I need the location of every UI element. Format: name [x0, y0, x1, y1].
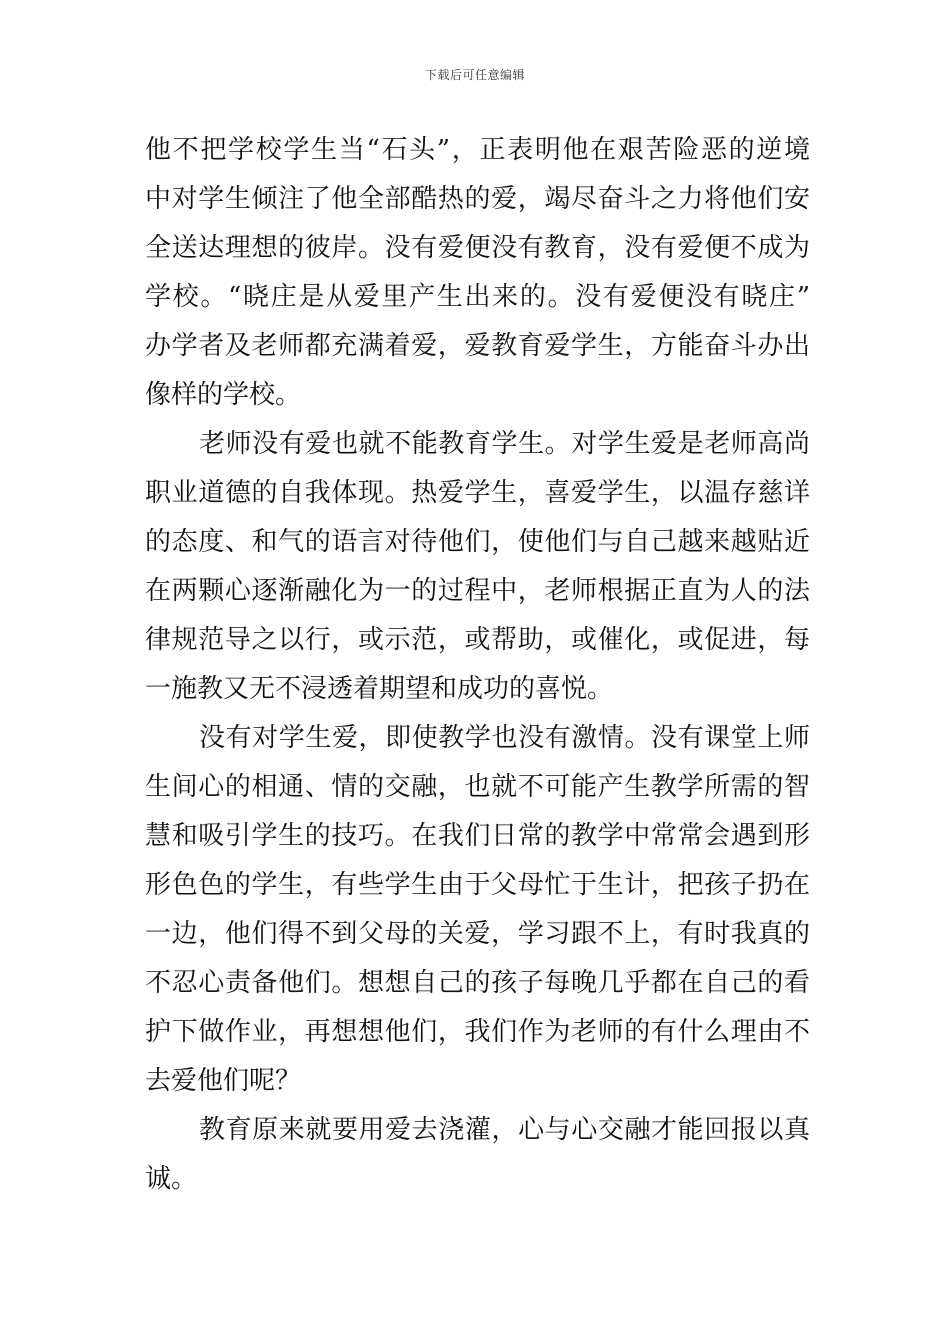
text-line: 他不把学校学生当“石头”，正表明他在艰苦险恶的逆境: [145, 135, 810, 165]
text-line: 中对学生倾注了他全部酷热的爱，竭尽奋斗之力将他们安: [145, 184, 810, 214]
text-line: 不忍心责备他们。想想自己的孩子每晚几乎都在自己的看: [145, 968, 810, 998]
text-line: 慧和吸引学生的技巧。在我们日常的教学中常常会遇到形: [145, 821, 810, 851]
text-line: 全送达理想的彼岸。没有爱便没有教育，没有爱便不成为: [145, 233, 810, 263]
text-line: 老师没有爱也就不能教育学生。对学生爱是老师高尚: [199, 429, 810, 459]
text-line: 办学者及老师都充满着爱，爱教育爱学生，方能奋斗办出: [145, 331, 810, 361]
paragraph-3: [145, 714, 810, 1106]
document-body: [145, 126, 810, 1204]
paragraph-4: [145, 1106, 810, 1204]
text-line: 教育原来就要用爱去浇灌，心与心交融才能回报以真: [199, 1115, 810, 1145]
text-line: 律规范导之以行，或示范，或帮助，或催化，或促进，每: [145, 625, 810, 655]
text-line: 一边，他们得不到父母的关爱，学习跟不上，有时我真的: [145, 919, 810, 949]
text-line: 生间心的相通、情的交融，也就不可能产生教学所需的智: [145, 772, 810, 802]
text-line: 学校。“晓庄是从爱里产生出来的。没有爱便没有晓庄”: [145, 282, 810, 312]
paragraph-2: [145, 420, 810, 714]
text-line: 没有对学生爱，即使教学也没有激情。没有课堂上师: [199, 723, 810, 753]
text-line: 形色色的学生，有些学生由于父母忙于生计，把孩子扔在: [145, 870, 810, 900]
paragraph-1: [145, 126, 810, 420]
text-line: 在两颗心逐渐融化为一的过程中，老师根据正直为人的法: [145, 576, 810, 606]
text-line: 职业道德的自我体现。热爱学生，喜爱学生，以温存慈详: [145, 478, 810, 508]
text-line: 像样的学校。: [145, 380, 302, 410]
text-line: 去爱他们呢？: [145, 1066, 302, 1096]
text-line: 的态度、和气的语言对待他们，使他们与自己越来越贴近: [145, 527, 810, 557]
page-header-note: 下载后可任意编辑: [424, 68, 525, 82]
text-line: 一施教又无不浸透着期望和成功的喜悦。: [145, 674, 614, 704]
text-line: 诚。: [145, 1164, 198, 1194]
text-line: 护下做作业，再想想他们，我们作为老师的有什么理由不: [145, 1017, 810, 1047]
